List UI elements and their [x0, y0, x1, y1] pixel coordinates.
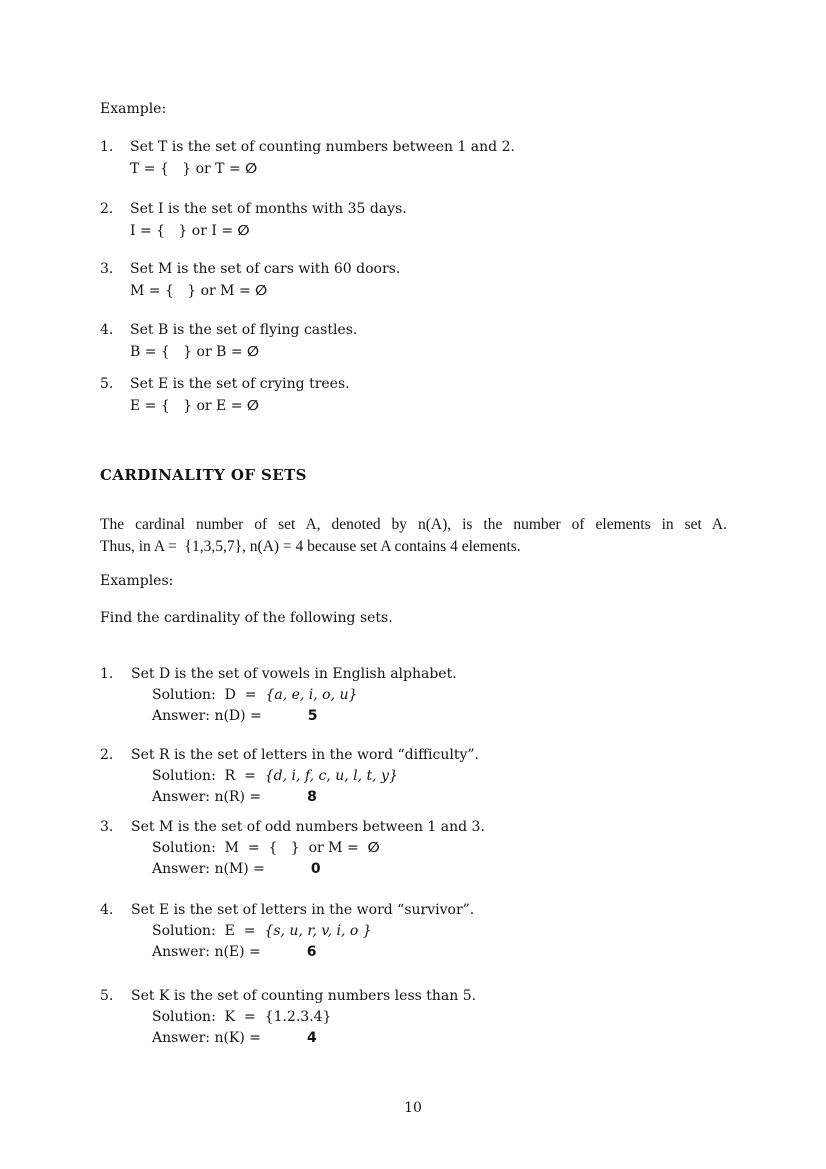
item-body	[130, 319, 740, 363]
item-body	[131, 817, 760, 880]
page-number: 10	[404, 1100, 422, 1116]
examples-label: Examples:	[100, 573, 174, 589]
empty-set-symbol: ∅	[245, 161, 258, 177]
item-notation	[130, 220, 740, 242]
item-body	[131, 900, 760, 963]
answer-label: Answer: n(M) =	[152, 861, 265, 877]
solution-prefix: Solution: R =	[152, 768, 265, 784]
section-heading: CARDINALITY OF SETS	[100, 466, 307, 484]
item-notation	[130, 341, 740, 363]
example-label: Example:	[100, 101, 167, 117]
item-body	[131, 986, 760, 1049]
solution-prefix: Solution: E =	[152, 923, 265, 939]
answer-value: 8	[307, 789, 317, 805]
instruction-text: Find the cardinality of the following sets.	[100, 610, 393, 626]
item-text: Set I is the set of months with 35 days.	[130, 201, 407, 217]
problem-text: Set E is the set of letters in the word “survivor”.	[131, 902, 475, 918]
solution-set: {a, e, i, o, u}	[265, 687, 358, 703]
answer-label: Answer: n(E) =	[152, 944, 261, 960]
answer-label: Answer: n(R) =	[152, 789, 262, 805]
solution-line	[131, 1007, 760, 1028]
item-number: 3.	[100, 819, 114, 835]
problem-text: Set R is the set of letters in the word “difficulty”.	[131, 747, 480, 763]
item-number: 4.	[100, 902, 114, 918]
item-number: 5.	[100, 988, 114, 1004]
solution-set: {1.2.3.4}	[264, 1009, 332, 1025]
item-number: 2.	[100, 747, 114, 763]
problem-item	[100, 986, 760, 1049]
notation-text: B = { } or B =	[130, 344, 248, 360]
empty-set-symbol: ∅	[246, 398, 259, 414]
intro-paragraph	[100, 514, 727, 557]
notation-text: I = { } or I =	[130, 223, 238, 239]
item-text: Set B is the set of flying castles.	[130, 322, 358, 338]
answer-line	[131, 706, 760, 727]
problem-item	[100, 817, 760, 880]
item-notation	[130, 280, 740, 302]
solution-set: {s, u, r, v, i, o }	[264, 923, 372, 939]
item-text: Set E is the set of crying trees.	[130, 376, 350, 392]
answer-value: 5	[307, 708, 318, 724]
answer-line	[131, 1028, 760, 1049]
answer-label: Answer: n(K) =	[152, 1030, 262, 1046]
item-body	[130, 373, 740, 417]
problem-item	[100, 900, 760, 963]
item-body	[131, 664, 760, 727]
item-number: 5.	[100, 376, 114, 392]
answer-label: Answer: n(D) =	[152, 708, 262, 724]
notation-text: T = { } or T =	[130, 161, 246, 177]
item-number: 2.	[100, 201, 114, 217]
example-item	[100, 373, 740, 417]
empty-set-symbol: ∅	[367, 840, 380, 856]
paragraph-line: Thus, in A = {1,3,5,7}, n(A) = 4 because set A contains 4 elements.	[100, 537, 521, 555]
item-text: Set M is the set of cars with 60 doors.	[130, 261, 401, 277]
item-number: 3.	[100, 261, 114, 277]
answer-value: 6	[306, 944, 317, 960]
item-body	[130, 198, 740, 242]
problem-item	[100, 664, 760, 727]
item-number: 1.	[100, 139, 114, 155]
answer-value: 0	[310, 861, 321, 877]
example-item	[100, 258, 740, 302]
item-notation	[130, 158, 740, 180]
example-item	[100, 136, 740, 180]
solution-prefix: Solution: K =	[152, 1009, 265, 1025]
example-item	[100, 198, 740, 242]
solution-line	[131, 838, 760, 859]
item-body	[131, 745, 760, 808]
notation-text: M = { } or M =	[130, 283, 256, 299]
solution-prefix: Solution: D =	[152, 687, 266, 703]
answer-line	[131, 859, 760, 880]
answer-line	[131, 942, 760, 963]
notation-text: E = { } or E =	[130, 398, 247, 414]
solution-line	[131, 766, 760, 787]
empty-set-symbol: ∅	[237, 223, 250, 239]
problem-item	[100, 745, 760, 808]
answer-value: 4	[307, 1030, 317, 1046]
answer-line	[131, 787, 760, 808]
problem-text: Set D is the set of vowels in English alphabet.	[131, 666, 457, 682]
solution-set: {d, i, f, c, u, l, t, y}	[264, 768, 398, 784]
empty-set-symbol: ∅	[247, 344, 260, 360]
problem-text: Set M is the set of odd numbers between 1 and 3.	[131, 819, 485, 835]
item-body	[130, 136, 740, 180]
solution-line	[131, 921, 760, 942]
item-number: 1.	[100, 666, 114, 682]
paragraph-line: The cardinal number of set A, denoted by n(A), is the number of elements in set A.	[100, 516, 727, 533]
solution-prefix: Solution: M = { } or M =	[152, 840, 368, 856]
problem-text: Set K is the set of counting numbers less than 5.	[131, 988, 477, 1004]
item-body	[130, 258, 740, 302]
item-text: Set T is the set of counting numbers between 1 and 2.	[130, 139, 515, 155]
item-notation	[130, 395, 740, 417]
empty-set-symbol: ∅	[255, 283, 268, 299]
solution-line	[131, 685, 760, 706]
example-item	[100, 319, 740, 363]
item-number: 4.	[100, 322, 114, 338]
